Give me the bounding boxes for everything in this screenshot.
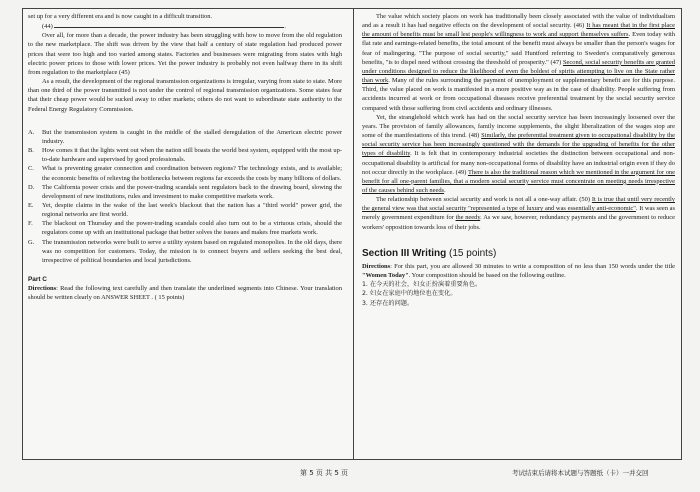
option-text: Yet, despite claims in the wake of the last week's blackout that the nation has a "third world" power grid, the regional networks are first world. bbox=[42, 201, 342, 219]
directions-text: : For this part, you are allowed 30 minutes to write a composition of no less than 150 words under the title bbox=[390, 262, 675, 270]
text-segment: The value which society places on work has traditionally been closely associated with the value of individualism and as a result it has had negative effects on the development of social security. (46) bbox=[362, 13, 675, 30]
option-text: The California power crisis and the power-trading scandals sent regulators back to the drawing board, slowing the development of new institutions, rules and investment to make competitive markets work. bbox=[42, 183, 342, 200]
option-text: The transmission networks were built to serve a utility system based on regulated monopolies. In the old days, there was no competition for customers. Today, the mission is to connect buyers and sellers seeking the best deal, irrespective of political boundaries and local jurisdictions. bbox=[42, 238, 342, 264]
option-list bbox=[28, 128, 342, 265]
underlined-segment-48: Similarly, the preferential treatment given to occupational disability by the social security service has been increasingly questioned with the demands for the upgrading of benefits for the other types of disability bbox=[362, 132, 675, 158]
page-number: 第 5 页 共 5 页 bbox=[300, 469, 349, 477]
blank-44-label: (44) bbox=[42, 23, 53, 31]
option-e bbox=[28, 201, 342, 219]
blank-44: (44) . bbox=[42, 23, 286, 31]
option-letter: C. bbox=[28, 165, 34, 173]
underlined-segment-47: Second, social security benefits are granted under conditions designed to reduce the likelihood of even the boldest of spirits attempting to live on the State rather than work bbox=[362, 58, 676, 85]
option-letter: E. bbox=[28, 201, 34, 209]
option-letter: B. bbox=[28, 147, 34, 155]
section-heading bbox=[362, 249, 675, 258]
option-text: How comes it that the lights went out when the nation still boasts the world best system, equipped with the most up-to-date hardware and supervised by good professionals. bbox=[42, 147, 342, 164]
text-segment: . It was seen as merely government expenditure for bbox=[362, 205, 675, 222]
underlined-segment-46: It has meant that in the first place the amount of benefits must be small lest people's willingness to work and support themselves suffers bbox=[362, 22, 675, 39]
underlined-segment-49: There is also the traditional reason which we mentioned in the argument for one benefit for all one-parent families, that a modern social security service must concentrate on meeting needs irrespective of the causes behind such needs bbox=[362, 168, 676, 194]
paragraph-value-of-work bbox=[362, 12, 675, 113]
paragraph-stranglehold bbox=[362, 113, 675, 195]
left-column bbox=[28, 12, 342, 303]
option-letter: D. bbox=[28, 183, 35, 191]
option-f bbox=[28, 219, 342, 237]
option-letter: G. bbox=[28, 238, 35, 246]
composition-title: "Women Today" bbox=[362, 272, 409, 280]
paragraph-over-all: Over all, for more than a decade, the power industry has been struggling with how to move from the old regulation to the new marketplace. The shift was driven by the view that half a century of state regulation had produced power prices that were too high and too varied among states. Factories and businesses were migrating from states with high electric power prices to those with lower prices. Yet the power industry is probably not even halfway there in its shift from regulation to the marketplace (45) bbox=[28, 32, 342, 76]
exam-page bbox=[22, 8, 682, 460]
option-text: The blackout on Thursday and the power-trading scandals could also turn out to be a virtuous crisis, should the regulators come up with an institutional package that better solves the issues and makes free markets work. bbox=[42, 220, 342, 237]
option-c bbox=[28, 164, 342, 182]
text-segment: Yet, the stranglehold which work has had on the social security service has been increasingly loosened over the years. The provision of family allowances, family income supplements, the slight liberalization of the wages stop are some of the manifestations of this trend. (48) bbox=[362, 113, 675, 140]
option-letter: A. bbox=[28, 128, 35, 136]
section-title: Section III Writing bbox=[362, 247, 447, 259]
option-g bbox=[28, 238, 342, 265]
option-text: But the transmission system is caught in the middle of the stalled deregulation of the American electric power industry. bbox=[42, 128, 342, 145]
directions-text: : Read the following text carefully and then translate the underlined segments into Chinese. Your translation should be written clearly on ANSWER SHEET . ( 15 points) bbox=[28, 285, 342, 302]
answer-blank-line bbox=[54, 21, 284, 28]
option-b bbox=[28, 146, 342, 164]
footer-note: 考试结束后请将本试题与答题纸（卡）一并交回 bbox=[512, 469, 649, 477]
text-segment: . It is felt that in contemporary industrial societies the distinction between occupational and non-occupational disability is artificial for many non-occupational forms of disability have an industrial origin even if they do not occur directly in the workplace. (49) bbox=[362, 150, 676, 176]
option-d bbox=[28, 183, 342, 201]
text-segment: . bbox=[444, 186, 446, 194]
outline-item-3: 3. 还存在的问题。 bbox=[362, 299, 414, 307]
paragraph-relationship bbox=[362, 195, 675, 232]
text-segment: The relationship between social security and work is not all a one-way affair. (50) bbox=[376, 196, 592, 204]
directions-text: . Your composition should be based on the following outline. bbox=[408, 272, 566, 280]
part-c-heading: Part C bbox=[28, 276, 47, 284]
section-points: (15 points) bbox=[446, 247, 497, 259]
text-segment: . As we saw, however, redundancy payments and the government to reduce workers' opposition towards loss of their jobs. bbox=[362, 214, 675, 231]
column-divider bbox=[353, 9, 354, 459]
right-column bbox=[362, 12, 675, 308]
directions-label: Directions bbox=[362, 262, 391, 270]
intro-paragraph: set up for a very different era and is now caught in a difficult transition. bbox=[28, 13, 213, 20]
option-text: What is preventing greater connection and coordination between regions? The technology exists, and is available; the economic benefits of relieving the bottlenecks between regions far exceeds the costs by many billions of dollars. bbox=[42, 165, 342, 182]
writing-directions bbox=[362, 262, 675, 280]
directions-label: Directions bbox=[28, 285, 57, 293]
option-letter: F. bbox=[28, 220, 33, 228]
outline-item-1: 1. 在今天的社会，妇女正扮演着重要角色。 bbox=[362, 281, 482, 289]
part-c-directions bbox=[28, 284, 342, 302]
text-segment: . Even today with flat rate and earnings-related benefits, the total amount of the benefit must always be smaller than the person's wages for fear of malingering. "The purpose of social security," said Huntford referring to Sweden's comparatively generous benefits, "is to dispel need without crossing the threshold of prosperity." (47) bbox=[362, 31, 675, 66]
underlined-segment-50: It is true that until very recently the general view was that social security "represented a type of luxury and was essentially anti-economic" bbox=[362, 196, 675, 213]
underlined-the-needy: the needy bbox=[455, 214, 481, 222]
option-a bbox=[28, 128, 342, 146]
outline-item-2: 2. 妇女在家庭中的地位也在变化。 bbox=[362, 290, 457, 298]
paragraph-result: As a result, the development of the regional transmission organizations is irregular, varying from state to state. More than one third of the power transmitted is not under the control of regional transmission organizations. Some states fear that their cheap power would be sucked away to other markets; others do not want to subordinate state authority to the Federal Energy Regulatory Commission. bbox=[28, 78, 342, 113]
text-segment: . Many of the rules surrounding the payment of unemployment or supplementary benefit are for this purpose. Third, the value placed on work is manifested in a more positive way as in the case of disability. People suffering from accidents incurred at work or from occupational diseases receive preferential treatment by the social security service compared with those suffering from civil accidents and ordinary illnesses. bbox=[362, 77, 675, 112]
